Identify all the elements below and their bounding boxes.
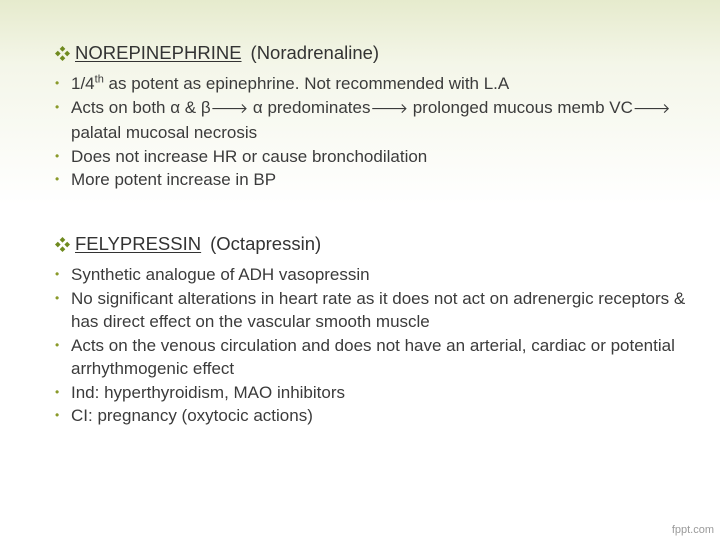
- norepinephrine-section: [55, 42, 695, 192]
- bullet-dot: •: [55, 267, 60, 281]
- bullet-dot: •: [55, 76, 60, 90]
- bullet-dot: •: [55, 408, 60, 422]
- bullet-dot: •: [55, 99, 60, 114]
- bullet-dot: •: [55, 337, 60, 352]
- list-item: • More potent increase in BP: [55, 168, 695, 192]
- diamond-bullet-icon: [55, 237, 70, 252]
- bullet-dot: •: [55, 148, 60, 163]
- list-item: • Synthetic analogue of ADH vasopressin: [55, 263, 695, 287]
- bullet-dot: •: [55, 290, 60, 305]
- bullet-dot: •: [55, 172, 60, 186]
- drug-name: NOREPINEPHRINE: [75, 42, 242, 63]
- list-item: • Ind: hyperthyroidism, MAO inhibitors: [55, 381, 695, 405]
- section-heading: [55, 233, 695, 255]
- bullet-list: [55, 263, 695, 428]
- arrow-right-icon: 🡒: [370, 100, 408, 117]
- felypressin-section: [55, 233, 695, 428]
- list-item: • No significant alterations in heart rate as it does not act on adrenergic receptors & has direct effect on the vascular smooth muscle: [55, 288, 686, 331]
- drug-alt-name: (Noradrenaline): [250, 42, 380, 63]
- drug-name: FELYPRESSIN: [75, 233, 202, 254]
- list-item: • Acts on both α & β🡒 α predominates🡒 prolonged mucous memb VC🡒 palatal mucosal necrosis: [55, 97, 671, 142]
- list-item: • 1/4th as potent as epinephrine. Not recommended with L.A: [55, 72, 695, 96]
- bullet-dot: •: [55, 384, 60, 399]
- arrow-right-icon: 🡒: [210, 100, 249, 117]
- list-item: • CI: pregnancy (oxytocic actions): [55, 404, 695, 428]
- arrow-right-icon: 🡒: [632, 100, 671, 117]
- watermark: fppt.com: [671, 524, 714, 536]
- list-item: • Does not increase HR or cause bronchodilation: [55, 145, 695, 169]
- bullet-list: [55, 72, 695, 192]
- drug-alt-name: (Octapressin): [210, 233, 322, 254]
- list-item: • Acts on the venous circulation and does not have an arterial, cardiac or potential arrhythmogenic effect: [55, 335, 675, 378]
- diamond-bullet-icon: [55, 46, 70, 61]
- section-heading: [55, 42, 695, 64]
